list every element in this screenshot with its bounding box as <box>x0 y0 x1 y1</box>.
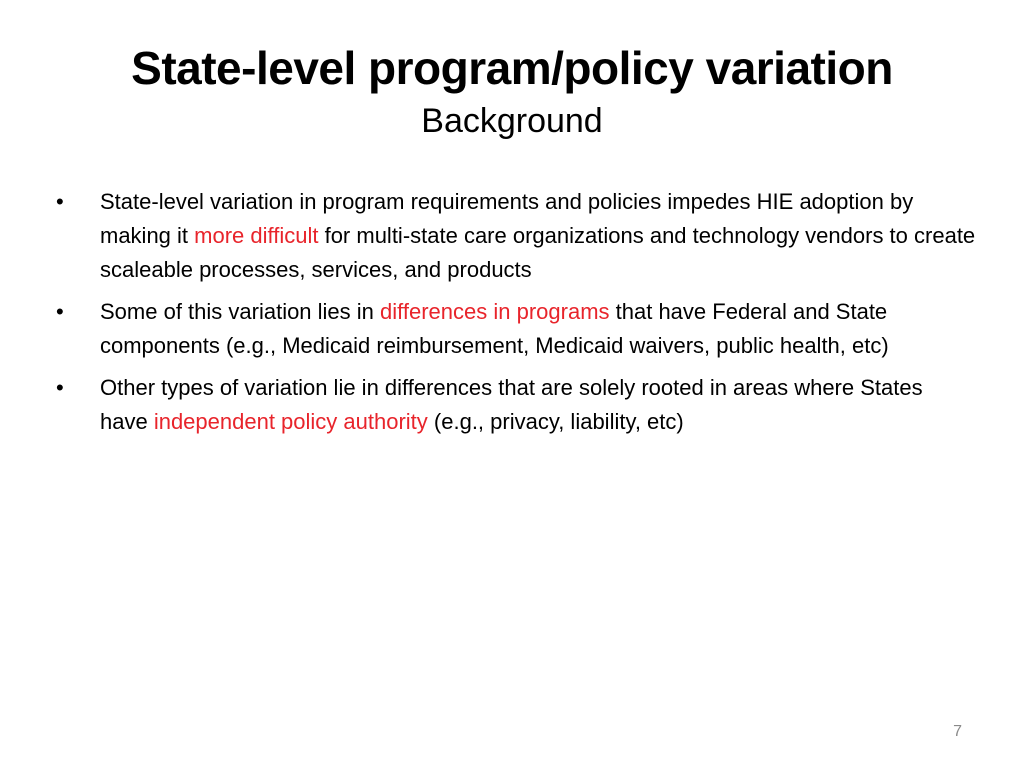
bullet-item <box>56 295 976 363</box>
bullet-text-post: (e.g., privacy, liability, etc) <box>427 409 684 434</box>
bullet-icon: • <box>56 375 64 400</box>
bullet-text-post: for multi-state care organizations and technology vendors to create scaleable processes, services, and products <box>100 223 976 282</box>
bullet-text-pre: Some of this variation lies in <box>100 299 381 324</box>
title-block <box>40 40 984 142</box>
bullet-item <box>56 371 976 439</box>
bullet-list <box>56 185 976 447</box>
page-number: 7 <box>953 723 962 740</box>
bullet-highlight: more difficult <box>194 223 319 248</box>
bullet-text-pre: Other types of variation lie in differences that are solely rooted in areas where States have <box>100 375 923 434</box>
bullet-icon: • <box>56 299 64 324</box>
bullet-item <box>56 185 976 287</box>
bullet-highlight: differences in programs <box>380 299 610 324</box>
bullet-highlight: independent policy authority <box>153 409 428 434</box>
bullet-text-post: that have Federal and State components (e.g., Medicaid reimbursement, Medicaid waivers, public health, etc) <box>100 299 889 358</box>
slide-subtitle: Background <box>421 102 603 140</box>
bullet-icon: • <box>56 189 64 214</box>
slide-title: State-level program/policy variation <box>131 42 893 94</box>
bullet-text-pre: State-level variation in program requirements and policies impedes HIE adoption by making it <box>100 189 914 248</box>
